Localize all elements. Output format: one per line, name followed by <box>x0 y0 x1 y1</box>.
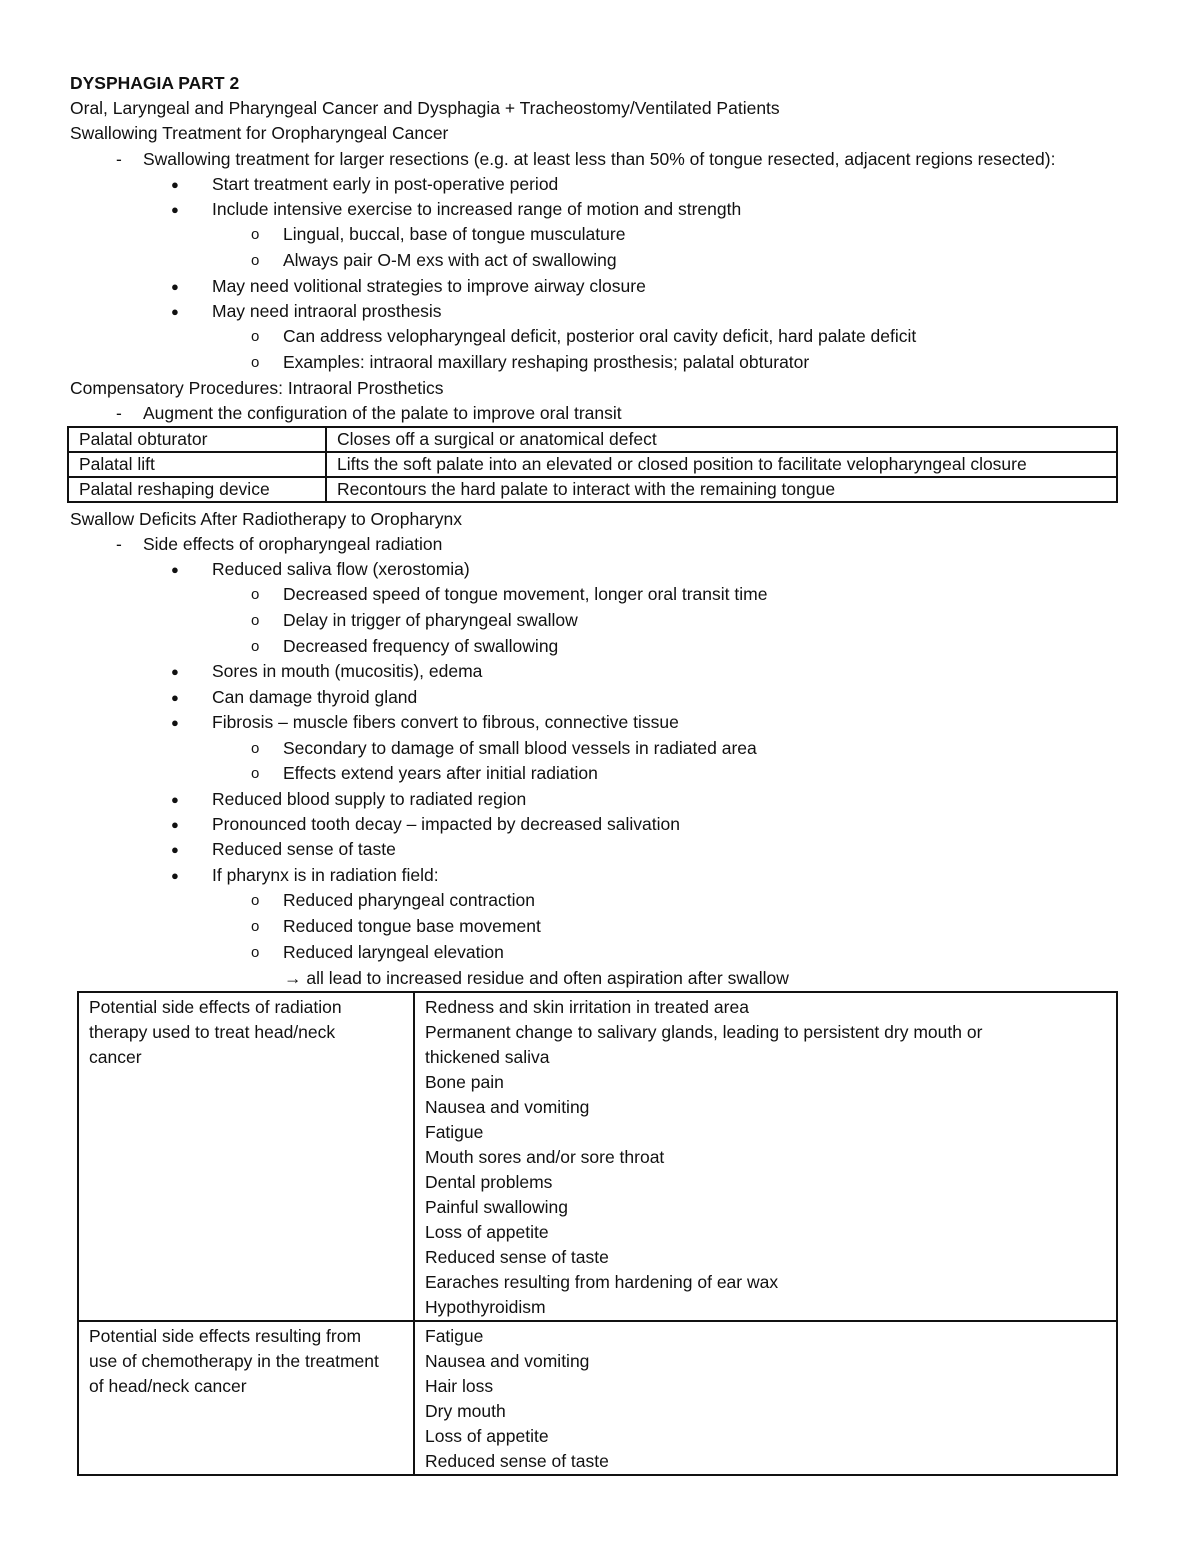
list-item: Loss of appetite <box>425 1426 549 1446</box>
sub-bullet-text: Secondary to damage of small blood vessels in radiated area <box>283 738 757 758</box>
sub-bullet-item <box>0 350 1200 375</box>
list-item: Nausea and vomiting <box>425 1351 590 1371</box>
bullet-marker: ● <box>171 202 179 217</box>
treatment-label-cell <box>78 1321 414 1475</box>
sub-bullet-item <box>0 634 1200 659</box>
bullet-item <box>0 274 1200 299</box>
bullet-marker: ● <box>171 304 179 319</box>
device-name-cell: Palatal lift <box>68 452 326 477</box>
bullet-marker: ● <box>171 664 179 679</box>
list-item: Reduced sense of taste <box>425 1451 609 1471</box>
sub-bullet-item <box>0 914 1200 939</box>
sub-bullet-marker: o <box>251 892 260 909</box>
dash-item-text: Side effects of oropharyngeal radiation <box>143 534 443 554</box>
bullet-text: May need intraoral prosthesis <box>212 301 442 321</box>
list-item: Earaches resulting from hardening of ear wax <box>425 1272 779 1292</box>
bullet-item <box>0 659 1200 684</box>
list-item: Redness and skin irritation in treated area <box>425 997 749 1017</box>
device-description-cell: Recontours the hard palate to interact with the remaining tongue <box>326 477 1117 502</box>
sub-bullet-text: Decreased frequency of swallowing <box>283 636 559 656</box>
treatment-label-cell <box>78 992 414 1321</box>
device-name-cell: Palatal reshaping device <box>68 477 326 502</box>
bullet-item <box>0 787 1200 812</box>
sub-bullet-item <box>0 248 1200 273</box>
radiation-label: Potential side effects of radiation therapy used to treat head/neck cancer <box>89 997 342 1067</box>
dash-item <box>0 147 1200 172</box>
effects-list-cell <box>414 992 1117 1321</box>
device-description-cell: Closes off a surgical or anatomical defect <box>326 427 1117 452</box>
dash-marker: - <box>116 403 122 423</box>
table-row <box>78 1321 1117 1475</box>
list-item: Dry mouth <box>425 1401 506 1421</box>
bullet-marker: ● <box>171 817 179 832</box>
prosthetics-table <box>67 426 1118 503</box>
bullet-text: Reduced blood supply to radiated region <box>212 789 527 809</box>
sub-bullet-item <box>0 940 1200 965</box>
sub-bullet-marker: o <box>251 944 260 961</box>
bullet-text: Pronounced tooth decay – impacted by decreased salivation <box>212 814 680 834</box>
list-item: Reduced sense of taste <box>425 1247 609 1267</box>
table-row <box>78 992 1117 1321</box>
chemo-label: Potential side effects resulting from use of chemotherapy in the treatment of head/neck cancer <box>89 1326 379 1396</box>
sub-bullet-text: Effects extend years after initial radiation <box>283 763 598 783</box>
document-subtitle: Oral, Laryngeal and Pharyngeal Cancer and Dysphagia + Tracheostomy/Ventilated Patients <box>70 98 780 118</box>
list-item: Hypothyroidism <box>425 1297 546 1317</box>
bullet-marker: ● <box>171 279 179 294</box>
bullet-text: Start treatment early in post-operative period <box>212 174 559 194</box>
table-row <box>68 452 1117 477</box>
section-heading: Compensatory Procedures: Intraoral Prosthetics <box>70 378 444 398</box>
section-heading: Swallow Deficits After Radiotherapy to Oropharynx <box>70 509 462 529</box>
bullet-text: Fibrosis – muscle fibers convert to fibrous, connective tissue <box>212 712 679 732</box>
section-heading: Swallowing Treatment for Oropharyngeal Cancer <box>70 123 449 143</box>
dash-item <box>0 532 1200 557</box>
list-item: Hair loss <box>425 1376 494 1396</box>
bullet-item <box>0 685 1200 710</box>
bullet-item <box>0 837 1200 862</box>
sub-bullet-marker: o <box>251 612 260 629</box>
sub-bullet-text: Reduced laryngeal elevation <box>283 942 504 962</box>
sub-bullet-item <box>0 222 1200 247</box>
sub-bullet-text: Always pair O-M exs with act of swallowing <box>283 250 617 270</box>
side-effects-table <box>77 991 1118 1476</box>
bullet-marker: ● <box>171 842 179 857</box>
sub-bullet-text: Lingual, buccal, base of tongue musculature <box>283 224 626 244</box>
list-item: Painful swallowing <box>425 1197 568 1217</box>
sub-bullet-marker: o <box>251 586 260 603</box>
list-item: Fatigue <box>425 1326 484 1346</box>
bullet-item <box>0 863 1200 888</box>
bullet-text: Reduced sense of taste <box>212 839 396 859</box>
sub-bullet-text: Reduced pharyngeal contraction <box>283 890 535 910</box>
bullet-text: If pharynx is in radiation field: <box>212 865 439 885</box>
dash-marker: - <box>116 534 122 554</box>
bullet-marker: ● <box>171 868 179 883</box>
bullet-item <box>0 812 1200 837</box>
bullet-item <box>0 299 1200 324</box>
sub-bullet-text: Can address velopharyngeal deficit, posterior oral cavity deficit, hard palate deficit <box>283 326 917 346</box>
bullet-marker: ● <box>171 562 179 577</box>
bullet-marker: ● <box>171 792 179 807</box>
dash-item-text: Augment the configuration of the palate to improve oral transit <box>143 403 622 423</box>
bullet-marker: ● <box>171 715 179 730</box>
bullet-marker: ● <box>171 177 179 192</box>
bullet-text: Reduced saliva flow (xerostomia) <box>212 559 470 579</box>
sub-bullet-text: Decreased speed of tongue movement, longer oral transit time <box>283 584 768 604</box>
list-item: Nausea and vomiting <box>425 1097 590 1117</box>
bullet-item <box>0 710 1200 735</box>
sub-bullet-item <box>0 582 1200 607</box>
sub-bullet-marker: o <box>251 638 260 655</box>
table-row <box>68 477 1117 502</box>
list-item: Permanent change to salivary glands, leading to persistent dry mouth or thickened saliva <box>425 1022 983 1067</box>
sub-bullet-item <box>0 324 1200 349</box>
list-item: Loss of appetite <box>425 1222 549 1242</box>
sub-bullet-marker: o <box>251 740 260 757</box>
list-item: Fatigue <box>425 1122 484 1142</box>
sub-bullet-text: Delay in trigger of pharyngeal swallow <box>283 610 578 630</box>
device-name-cell: Palatal obturator <box>68 427 326 452</box>
sub-bullet-item <box>0 736 1200 761</box>
list-item: Dental problems <box>425 1172 553 1192</box>
document-title: DYSPHAGIA PART 2 <box>70 73 240 93</box>
bullet-text: Include intensive exercise to increased range of motion and strength <box>212 199 742 219</box>
bullet-text: May need volitional strategies to improve airway closure <box>212 276 646 296</box>
arrow-note: → all lead to increased residue and often aspiration after swallow <box>284 968 789 988</box>
sub-bullet-marker: o <box>251 765 260 782</box>
dash-item <box>0 401 1200 426</box>
effects-list-cell <box>414 1321 1117 1475</box>
bullet-item <box>0 172 1200 197</box>
bullet-text: Can damage thyroid gland <box>212 687 418 707</box>
sub-bullet-item <box>0 608 1200 633</box>
list-item: Bone pain <box>425 1072 504 1092</box>
sub-bullet-marker: o <box>251 328 260 345</box>
sub-bullet-item <box>0 761 1200 786</box>
sub-bullet-marker: o <box>251 354 260 371</box>
dash-marker: - <box>116 149 122 169</box>
sub-bullet-marker: o <box>251 252 260 269</box>
dash-item-text: Swallowing treatment for larger resections (e.g. at least less than 50% of tongue resected, adjacent regions resected): <box>143 149 1056 169</box>
list-item: Mouth sores and/or sore throat <box>425 1147 665 1167</box>
sub-bullet-text: Examples: intraoral maxillary reshaping prosthesis; palatal obturator <box>283 352 810 372</box>
sub-bullet-text: Reduced tongue base movement <box>283 916 541 936</box>
sub-bullet-marker: o <box>251 918 260 935</box>
device-description-cell: Lifts the soft palate into an elevated or closed position to facilitate velopharyngeal closure <box>326 452 1117 477</box>
table-row <box>68 427 1117 452</box>
bullet-text: Sores in mouth (mucositis), edema <box>212 661 483 681</box>
sub-bullet-item <box>0 888 1200 913</box>
bullet-marker: ● <box>171 690 179 705</box>
sub-bullet-marker: o <box>251 226 260 243</box>
bullet-item <box>0 557 1200 582</box>
bullet-item <box>0 197 1200 222</box>
